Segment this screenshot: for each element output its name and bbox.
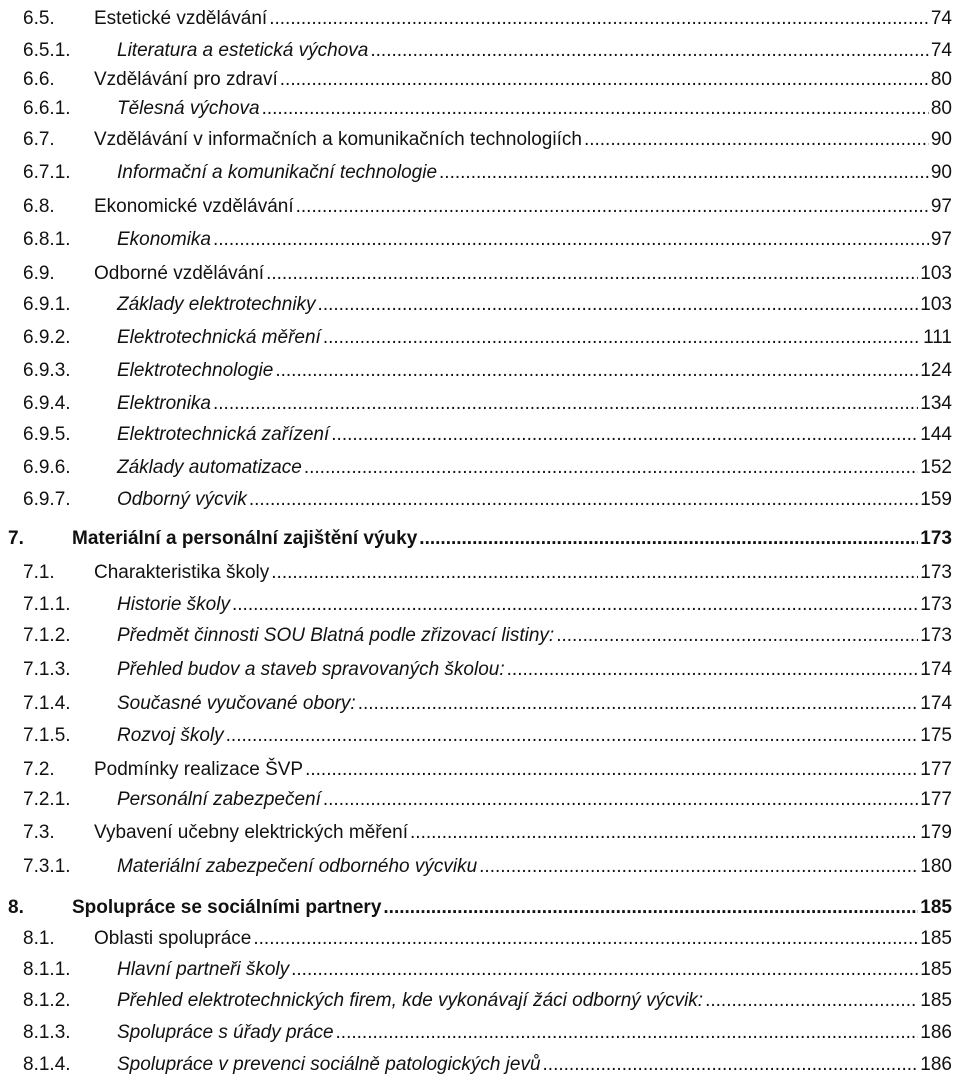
toc-entry-number: 8.1.2. [23,990,71,1011]
toc-entry-title[interactable]: Elektrotechnická měření [117,327,321,348]
toc-entry-title[interactable]: Tělesná výchova [117,98,260,119]
toc-entry-page-number: 90 [930,162,952,183]
toc-entry-page-number: 124 [920,360,952,381]
toc-entry-title[interactable]: Historie školy [117,594,230,615]
toc-entry-number: 8. [8,897,24,918]
toc-entry-page-number: 175 [920,725,952,746]
toc-dot-leader [419,523,918,555]
toc-entry-line [72,892,952,924]
toc-entry[interactable] [0,688,960,720]
toc-entry-title[interactable]: Ekonomické vzdělávání [94,196,294,217]
toc-entry-title[interactable]: Elektrotechnologie [117,360,274,381]
toc-entry-title[interactable]: Přehled budov a staveb spravovaných školou: [117,659,505,680]
toc-entry[interactable] [0,322,960,354]
toc-dot-leader [383,892,918,924]
toc-entry-number: 6.7.1. [23,162,71,183]
toc-entry[interactable] [0,954,960,986]
toc-entry-page-number: 134 [920,393,952,414]
toc-entry-line [94,923,952,955]
toc-entry-page-number: 174 [920,659,952,680]
toc-entry-line [117,419,952,451]
toc-dot-leader [249,484,918,516]
toc-entry[interactable] [0,224,960,256]
toc-dot-leader [556,620,918,652]
toc-entry-title[interactable]: Hlavní partneři školy [117,959,290,980]
toc-entry-line [117,452,952,484]
toc-entry-number: 6.9. [23,263,55,284]
toc-entry-line [117,851,952,883]
toc-entry-number: 6.7. [23,129,55,150]
toc-entry-title[interactable]: Elektrotechnická zařízení [117,424,330,445]
toc-dot-leader [296,191,929,223]
toc-entry-page-number: 74 [930,8,952,29]
toc-entry-title[interactable]: Předmět činnosti SOU Blatná podle zřizovací listiny: [117,625,555,646]
toc-entry[interactable] [0,452,960,484]
toc-entry-line [117,589,952,621]
toc-dot-leader [584,124,929,156]
toc-dot-leader [439,157,929,189]
toc-entry-title[interactable]: Ekonomika [117,229,211,250]
toc-entry[interactable] [0,851,960,883]
toc-dot-leader [226,720,919,752]
toc-entry[interactable] [0,754,960,786]
toc-entry-page-number: 179 [920,822,952,843]
toc-entry[interactable] [0,388,960,420]
toc-entry-line [117,355,952,387]
toc-entry-page-number: 103 [920,294,952,315]
toc-entry-title[interactable]: Rozvoj školy [117,725,224,746]
toc-entry-page-number: 173 [920,528,952,549]
toc-entry-page-number: 103 [920,263,952,284]
toc-entry-page-number: 185 [920,959,952,980]
toc-entry[interactable] [0,289,960,321]
toc-entry-number: 6.9.1. [23,294,71,315]
toc-entry-number: 8.1.1. [23,959,71,980]
toc-entry[interactable] [0,817,960,849]
toc-entry-number: 8.1. [23,928,55,949]
toc-entry-page-number: 173 [920,594,952,615]
toc-dot-leader [358,688,919,720]
toc-entry-line [117,784,952,816]
toc-entry-title[interactable]: Základy elektrotechniky [117,294,316,315]
toc-entry[interactable] [0,355,960,387]
toc-dot-leader [280,64,929,96]
toc-dot-leader [266,258,918,290]
toc-entry-line [117,93,952,125]
toc-entry-number: 7.3. [23,822,55,843]
toc-dot-leader [318,289,919,321]
toc-entry-number: 6.9.5. [23,424,71,445]
toc-entry-title[interactable]: Spolupráce v prevenci sociálně patologických jevů [117,1054,541,1075]
toc-entry[interactable] [0,923,960,955]
toc-entry-number: 7.3.1. [23,856,71,877]
toc-entry-title[interactable]: Odborný výcvik [117,489,247,510]
toc-entry[interactable] [0,985,960,1017]
toc-entry-number: 7. [8,528,24,549]
toc-entry-number: 7.1.4. [23,693,71,714]
toc-entry[interactable] [0,523,960,555]
toc-entry-number: 7.1. [23,562,55,583]
toc-entry-number: 8.1.3. [23,1022,71,1043]
toc-entry[interactable] [0,720,960,752]
toc-entry[interactable] [0,124,960,156]
toc-entry-page-number: 80 [930,98,952,119]
toc-entry-number: 6.8. [23,196,55,217]
toc-dot-leader [507,654,919,686]
toc-entry-line [117,620,952,652]
toc-entry-number: 7.1.5. [23,725,71,746]
toc-entry-title[interactable]: Vzdělávání v informačních a komunikačních technologiích [94,129,582,150]
toc-entry-page-number: 177 [920,759,952,780]
toc-dot-leader [331,419,918,451]
toc-entry-page-number: 97 [930,196,952,217]
toc-entry-page-number: 144 [920,424,952,445]
toc-entry-number: 7.2.1. [23,789,71,810]
toc-entry-line [117,1017,952,1049]
toc-dot-leader [213,388,918,420]
toc-entry-number: 7.1.2. [23,625,71,646]
toc-entry-page-number: 174 [920,693,952,714]
toc-entry[interactable] [0,557,960,589]
toc-entry[interactable] [0,620,960,652]
toc-entry-page-number: 177 [920,789,952,810]
toc-entry-page-number: 111 [923,327,952,348]
toc-entry[interactable] [0,892,960,924]
toc-entry-page-number: 185 [920,928,952,949]
toc-entry-number: 6.6. [23,69,55,90]
toc-entry[interactable] [0,654,960,686]
toc-entry-line [94,3,952,35]
toc-dot-leader [291,954,918,986]
toc-entry-title[interactable]: Základy automatizace [117,457,302,478]
toc-entry-line [117,688,952,720]
toc-entry-page-number: 180 [920,856,952,877]
toc-entry-page-number: 186 [920,1054,952,1075]
toc-entry-title[interactable]: Spolupráce se sociálními partnery [72,897,382,918]
toc-entry-line [117,322,952,354]
toc-dot-leader [275,355,918,387]
toc-entry[interactable] [0,191,960,223]
toc-entry-page-number: 159 [920,489,952,510]
toc-entry-title[interactable]: Estetické vzdělávání [94,8,268,29]
toc-entry-page-number: 185 [920,897,952,918]
toc-entry-line [117,954,952,986]
toc-entry-title[interactable]: Spolupráce s úřady práce [117,1022,334,1043]
toc-dot-leader [370,35,929,67]
toc-entry-title[interactable]: Materiální a personální zajištění výuky [72,528,418,549]
toc-entry-number: 6.9.7. [23,489,71,510]
toc-dot-leader [232,589,918,621]
toc-entry-number: 6.9.2. [23,327,71,348]
toc-entry-page-number: 90 [930,129,952,150]
toc-dot-leader [323,784,918,816]
toc-entry[interactable] [0,1049,960,1081]
toc-entry-title[interactable]: Vzdělávání pro zdraví [94,69,278,90]
toc-entry-title[interactable]: Podmínky realizace ŠVP [94,759,304,780]
toc-entry-number: 7.1.3. [23,659,71,680]
toc-entry-number: 6.9.4. [23,393,71,414]
toc-entry-title[interactable]: Informační a komunikační technologie [117,162,438,183]
toc-dot-leader [262,93,929,125]
toc-entry-line [117,985,952,1017]
toc-dot-leader [213,224,929,256]
toc-entry-page-number: 185 [920,990,952,1011]
toc-entry-page-number: 173 [920,562,952,583]
toc-entry[interactable] [0,1017,960,1049]
toc-entry[interactable] [0,157,960,189]
toc-entry-line [94,754,952,786]
toc-entry-title[interactable]: Materiální zabezpečení odborného výcviku [117,856,478,877]
toc-dot-leader [269,3,929,35]
toc-entry-number: 6.8.1. [23,229,71,250]
toc-entry-title[interactable]: Literatura a estetická výchova [117,40,369,61]
toc-entry-page-number: 152 [920,457,952,478]
toc-entry-line [117,388,952,420]
toc-entry[interactable] [0,784,960,816]
toc-entry-number: 6.9.3. [23,360,71,381]
toc-dot-leader [336,1017,919,1049]
toc-dot-leader [705,985,918,1017]
toc-entry-title[interactable]: Vybavení učebny elektrických měření [94,822,409,843]
toc-entry-number: 7.1.1. [23,594,71,615]
toc-entry-title[interactable]: Oblasti spolupráce [94,928,252,949]
toc-entry[interactable] [0,258,960,290]
toc-entry-line [94,557,952,589]
toc-entry-number: 7.2. [23,759,55,780]
toc-entry-line [94,258,952,290]
toc-dot-leader [323,322,921,354]
toc-entry-line [117,484,952,516]
toc-entry-line [94,191,952,223]
toc-entry[interactable] [0,589,960,621]
toc-entry-line [117,35,952,67]
toc-dot-leader [253,923,918,955]
toc-entry-page-number: 173 [920,625,952,646]
toc-entry-line [117,654,952,686]
toc-entry[interactable] [0,484,960,516]
toc-dot-leader [410,817,918,849]
toc-entry-title[interactable]: Charakteristika školy [94,562,270,583]
toc-entry[interactable] [0,419,960,451]
toc-entry[interactable] [0,3,960,35]
toc-entry-line [72,523,952,555]
toc-entry-number: 8.1.4. [23,1054,71,1075]
toc-entry-title[interactable]: Současné vyučované obory: [117,693,356,714]
toc-entry-page-number: 186 [920,1022,952,1043]
toc-entry[interactable] [0,64,960,96]
toc-entry-title[interactable]: Přehled elektrotechnických firem, kde vykonávají žáci odborný výcvik: [117,990,704,1011]
toc-entry-line [117,720,952,752]
toc-entry-line [117,157,952,189]
toc-entry-line [117,1049,952,1081]
toc-entry-page-number: 97 [930,229,952,250]
toc-dot-leader [305,754,918,786]
toc-entry-title[interactable]: Elektronika [117,393,211,414]
toc-entry-title[interactable]: Personální zabezpečení [117,789,321,810]
toc-dot-leader [271,557,918,589]
toc-entry[interactable] [0,35,960,67]
toc-entry[interactable] [0,93,960,125]
toc-entry-line [117,289,952,321]
toc-entry-line [94,124,952,156]
toc-entry-number: 6.5.1. [23,40,71,61]
toc-entry-title[interactable]: Odborné vzdělávání [94,263,265,284]
toc-dot-leader [304,452,918,484]
toc-entry-line [94,64,952,96]
toc-entry-line [94,817,952,849]
toc-entry-page-number: 74 [930,40,952,61]
toc-entry-line [117,224,952,256]
toc-dot-leader [479,851,918,883]
toc-entry-number: 6.5. [23,8,55,29]
toc-entry-number: 6.6.1. [23,98,71,119]
toc-dot-leader [543,1049,919,1081]
toc-entry-number: 6.9.6. [23,457,71,478]
toc-entry-page-number: 80 [930,69,952,90]
